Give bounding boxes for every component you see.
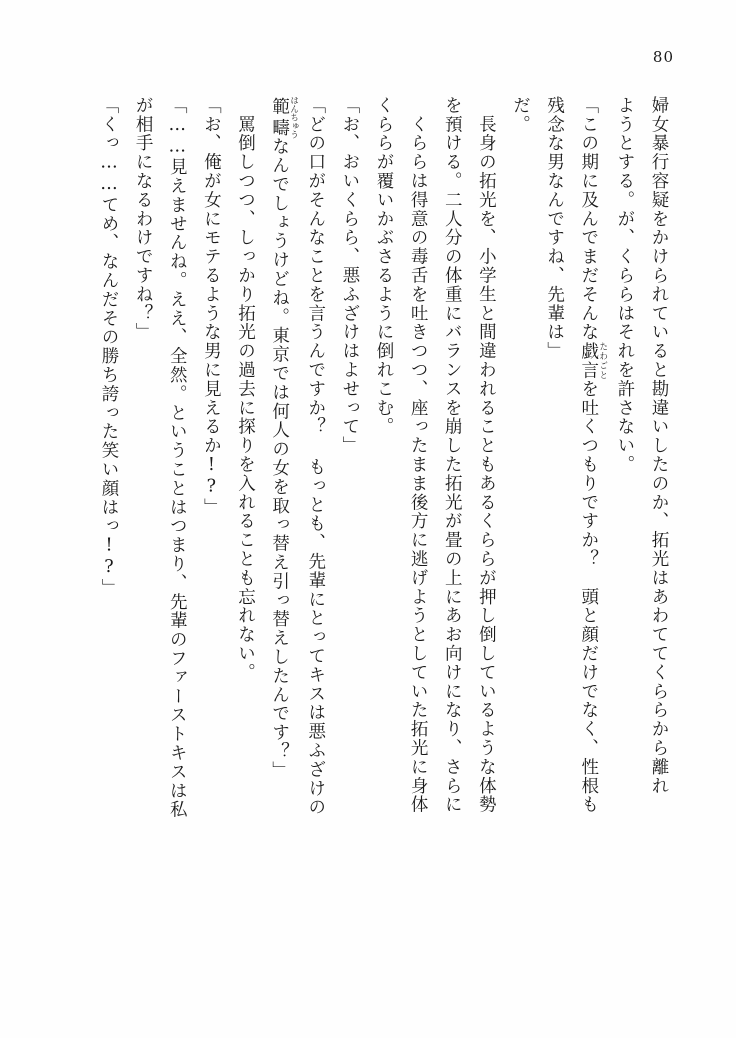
ruby-annotation: 範疇 はんちゅう bbox=[269, 96, 299, 139]
text-line: 罵倒しつつ、しっかり拓光の過去に探りを入れることも忘れない。 bbox=[235, 96, 256, 682]
page-text-body bbox=[96, 96, 676, 976]
page-number: 80 bbox=[652, 48, 674, 66]
ruby-annotation: 戯言 たわごと bbox=[578, 341, 608, 380]
text-line: 婦女暴行容疑をかけられていると勘違いしたのか、拓光はあわててくららから離れ bbox=[649, 96, 669, 796]
text-line: を預ける。二人分の体重にバランスを崩した拓光が畳の上にあお向けになり、さらに bbox=[442, 96, 463, 815]
text-line: くららが覆いかぶさるように倒れこむ。 bbox=[374, 96, 394, 437]
text-line: ようとする。が、くららはそれを許さない。 bbox=[614, 96, 635, 474]
text-line: 長身の拓光を、小学生と間違われることもあるくららが押し倒しているような体勢 bbox=[476, 96, 497, 815]
text-line: 「……見えませんね。ええ、全然。ということはつまり、先輩のファーストキスは私 bbox=[167, 96, 188, 820]
text-line: が相手になるわけですね？」 bbox=[133, 96, 154, 342]
text-line: だ。 bbox=[510, 96, 531, 134]
text-line: 残念な男なんですね、先輩は」 bbox=[544, 96, 565, 361]
text-line: 「どの口がそんなことを言うんですか？ もっとも、先輩にとってキスは悪ふざけの bbox=[305, 96, 326, 817]
text-line-with-ruby: 範疇 はんちゅうなんでしょうけどね。東京では何人の女を取っ替え引っ替えしたんです？」 bbox=[269, 96, 299, 780]
text-line: くららは得意の毒舌を吐きつつ、座ったまま後方に逃げようとしていた拓光に身体 bbox=[408, 96, 429, 815]
text-line: 「お、おいくらら、悪ふざけはよせって」 bbox=[339, 96, 360, 456]
text-line-with-ruby: 「この期に及んでまだそんな戯言 たわごとを吐くつもりですか？ 頭と顔だけでなく、性根も bbox=[578, 96, 608, 815]
text-line: 「くっ……てめ、なんだその勝ち誇った笑い顔はっ!?」 bbox=[99, 96, 119, 598]
text-line: 「お、俺が女にモテるような男に見えるか!?」 bbox=[201, 96, 222, 517]
